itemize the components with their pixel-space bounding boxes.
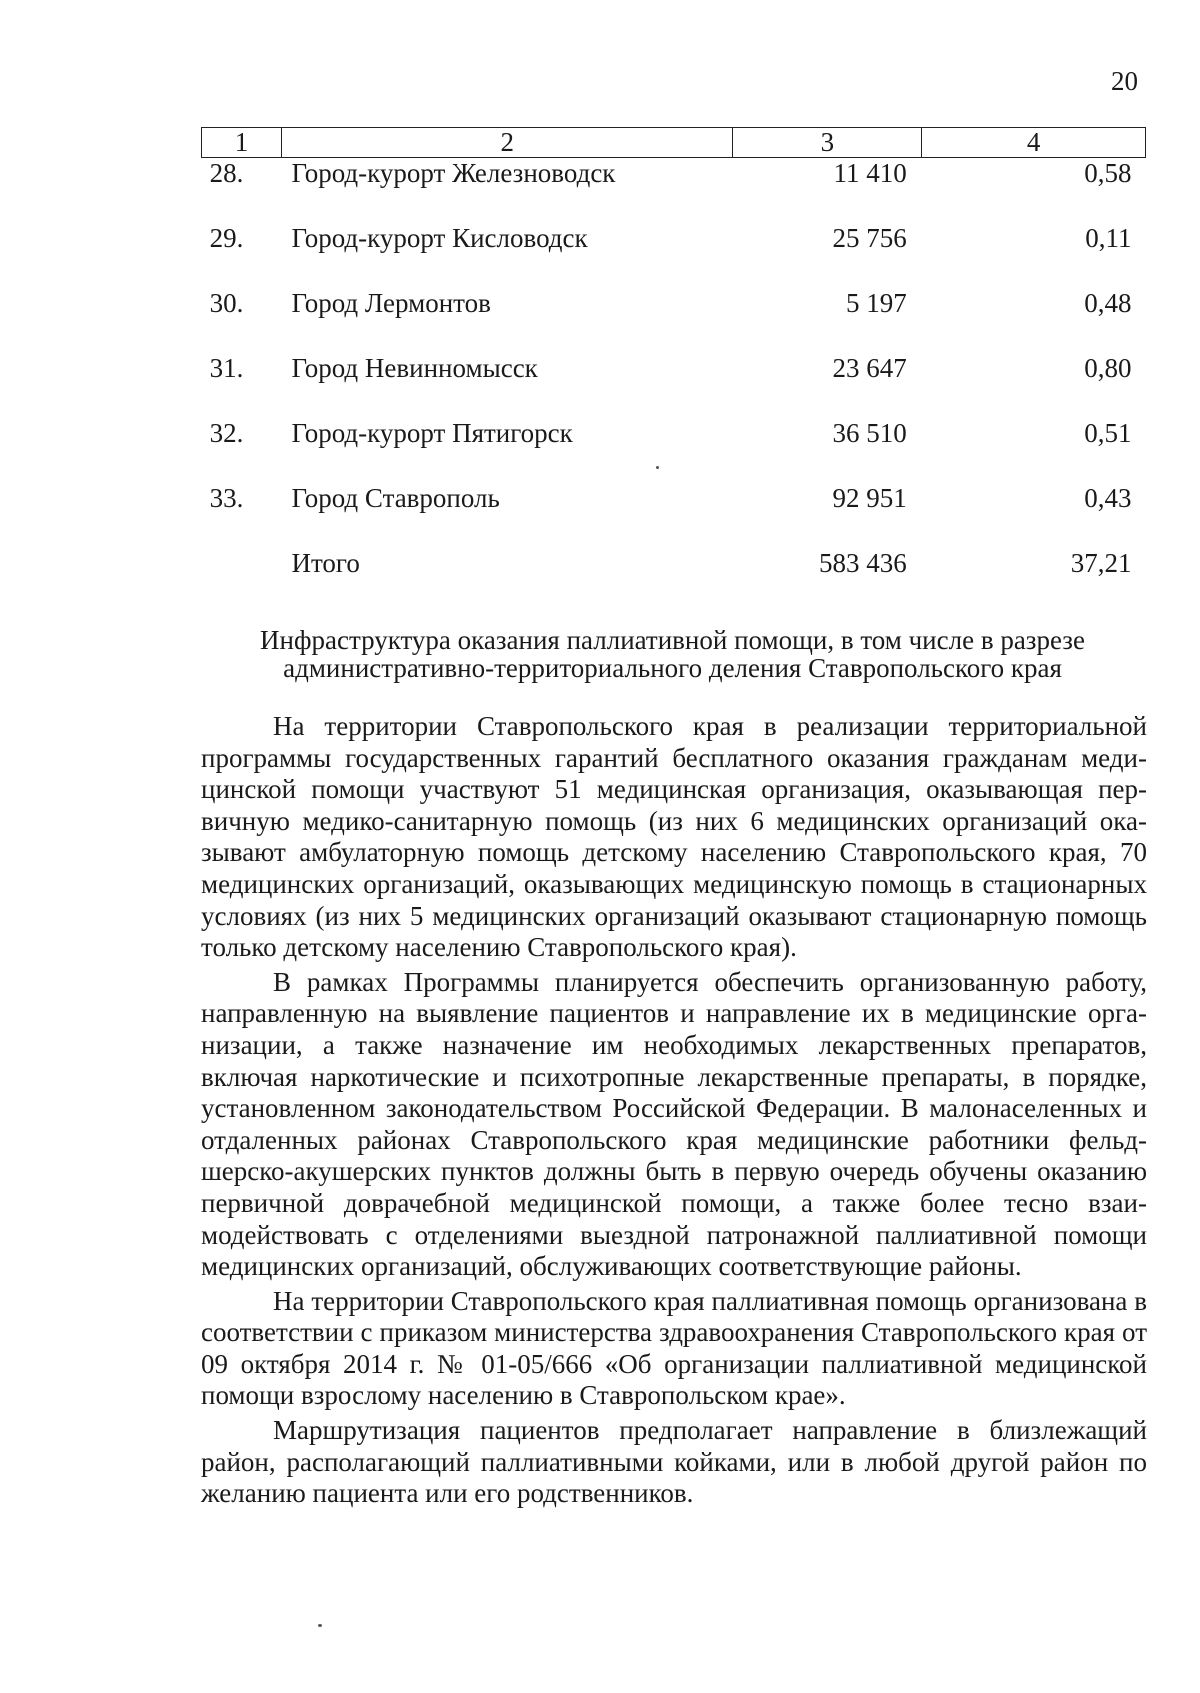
paragraph: На территории Ставропольского края паллиативная помощь организована в соответствии с приказом министерства здравоохранения Ставропольского края от 09 октября 2014 г. № 01-05/666 «Об организации паллиативной медицинской помощи взрослому населению в Ставропольском крае». [201,1285,1147,1411]
row-population: 23 647 [832,353,907,383]
row-name: Город Лермонтов [291,288,491,318]
section-heading-line-2: административно-территориального деления Ставропольского края [283,653,1062,683]
row-population: 11 410 [833,158,907,188]
row-percent: 0,48 [1084,288,1132,318]
row-percent: 0,58 [1084,158,1132,188]
paragraph: В рамках Программы планируется обеспечить организованную работу, направленную на выявление пациентов и направление их в медицинские организации, а также назначение им необходимых лекарственных препаратов, включая наркотические и психотропные лекарственные препараты, в порядке, установленном законодательством Российской Федерации. В малонаселенных и отдаленных районах Ставропольского края медицинские работники фельдшерско-акушерских пунктов должны быть в первую очередь обучены оказанию первичной доврачебной медицинской помощи, а также более тесно взаимодействовать с отделениями выездной патронажной паллиативной помощи медицинских организаций, обслуживающих соответствующие районы. [201,966,1147,1282]
scan-speck [656,466,659,469]
body-text [201,711,1147,1513]
paragraph: На территории Ставропольского края в реализации территориальной программы государственных гарантий бесплатного оказания гражданам медицинской помощи участвуют 51 медицинская организация, оказывающая первичную медико-санитарную помощь (из них 6 медицинских организаций оказывают амбулаторную помощь детскому населению Ставропольского края, 70 медицинских организаций, оказывающих медицинскую помощь в стационарных условиях (из них 5 медицинских организаций оказывают стационарную помощь только детскому населению Ставропольского края). [201,711,1147,963]
row-name: Город-курорт Кисловодск [291,223,588,253]
row-number: 29. [209,223,244,253]
row-percent: 0,43 [1084,483,1132,513]
row-number [202,548,282,613]
row-number: 33. [209,483,244,513]
page-number: 20 [1111,66,1138,96]
row-population: 92 951 [832,483,907,513]
data-table [201,127,1146,613]
table-row [202,418,1146,483]
row-number: 28. [209,158,244,188]
row-name: Город-курорт Пятигорск [291,418,573,448]
section-heading [200,626,1145,682]
paragraph: Маршрутизация пациентов предполагает направление в близлежащий район, располагающий паллиативными койками, или в любой другой район по желанию пациента или его родственников. [201,1415,1147,1509]
table-row [202,353,1146,418]
row-percent: 0,51 [1084,418,1132,448]
row-number: 31. [209,353,244,383]
table-header-row [202,128,1146,158]
row-number: 30. [209,288,244,318]
row-percent: 0,80 [1084,353,1132,383]
table-row [202,483,1146,548]
row-population: 583 436 [818,548,907,578]
table-row [202,223,1146,288]
row-population: 25 756 [832,223,907,253]
row-percent: 37,21 [1070,548,1132,578]
row-name: Город Невинномысск [291,353,538,383]
row-name: Город-курорт Железноводск [291,158,616,188]
column-header-4: 4 [922,128,1146,158]
column-header-1: 1 [202,128,282,158]
row-population: 36 510 [832,418,907,448]
row-population: 5 197 [845,288,907,318]
row-percent: 0,11 [1085,223,1132,253]
row-name: Город Ставрополь [291,483,500,513]
row-number: 32. [209,418,244,448]
column-header-2: 2 [281,128,733,158]
column-header-3: 3 [733,128,922,158]
table-row [202,158,1146,224]
row-name: Итого [291,548,360,578]
population-table [201,127,1146,613]
table-row [202,288,1146,353]
table-total-row [202,548,1146,613]
section-heading-line-1: Инфраструктура оказания паллиативной помощи, в том числе в разрезе [260,625,1085,655]
scan-speck [318,1624,322,1627]
